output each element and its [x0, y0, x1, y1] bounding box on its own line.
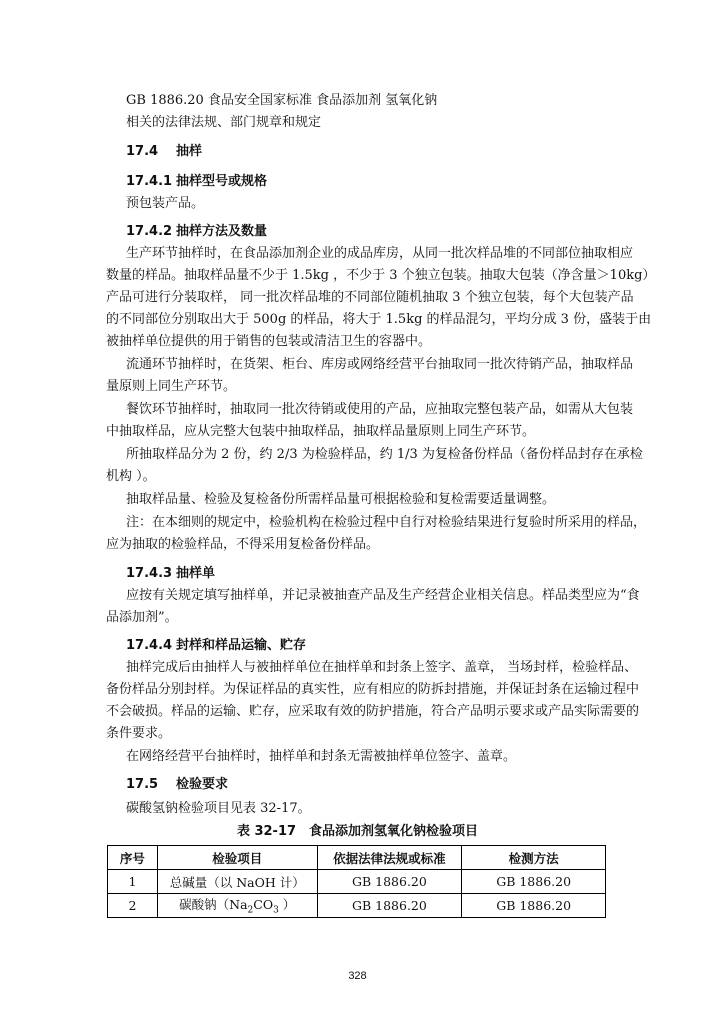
paragraph-line: 预包装产品。	[126, 196, 205, 211]
heading-title: 抽样	[176, 144, 203, 159]
paragraph-line: 所抽取样品分为 2 份，约 2/3 为检验样品，约 1/3 为复检备份样品（备份样品封存在承检	[126, 447, 643, 462]
paragraph-line: 机构 ）。	[106, 469, 156, 484]
paragraph-line: 品添加剂”。	[106, 610, 178, 625]
paragraph-line: 在网络经营平台抽样时，抽样单和封条无需被抽样单位签字、盖章。	[126, 749, 517, 764]
page-number: 328	[348, 970, 367, 982]
heading-17-4-2	[126, 223, 627, 241]
heading-17-4	[126, 143, 627, 161]
paragraph-line: 量原则上同生产环节。	[106, 379, 237, 394]
cell-text: ）	[278, 897, 296, 913]
heading-title: 检验要求	[176, 777, 229, 792]
column-header: 序号	[108, 846, 158, 870]
paragraph-line: 数量的样品。抽取样品量不少于 1.5kg ，不少于 3 个独立包装。抽取大包装（净含量＞10kg）	[106, 268, 656, 283]
column-header: 依据法律法规或标准	[317, 846, 462, 870]
paragraph-line: 备份样品分别封样。为保证样品的真实性，应有相应的防拆封措施，并保证封条在运输过程中	[106, 682, 640, 697]
heading-17-5	[126, 776, 627, 794]
table-caption: 表 32-17 食品添加剂氢氧化钠检验项目	[236, 824, 479, 839]
paragraph-line: 抽样完成后由抽样人与被抽样单位在抽样单和封条上签字、盖章， 当场封样，检验样品、	[126, 660, 638, 675]
cell-text: 碳酸钠（Na	[179, 897, 248, 913]
table-cell: GB 1886.20	[462, 870, 606, 894]
heading-title: 抽样单	[176, 566, 216, 581]
heading-number: 17.4.2	[126, 224, 173, 239]
paragraph-line: 应按有关规定填写抽样单，并记录被抽查产品及生产经营企业相关信息。样品类型应为“食	[126, 588, 640, 603]
paragraph-line: 产品可进行分装取样， 同一批次样品堆的不同部位随机抽取 3 个独立包装，每个大包装产品	[106, 290, 634, 305]
paragraph-line: 被抽样单位提供的用于销售的包装或清洁卫生的容器中。	[106, 334, 432, 349]
table-cell: GB 1886.20	[317, 894, 462, 918]
table-cell: 总碱量（以 NaOH 计）	[157, 870, 317, 894]
column-header: 检测方法	[462, 846, 606, 870]
paragraph-line: 碳酸氢钠检验项目见表 32-17。	[126, 801, 311, 816]
paragraph-line: 不会破损。样品的运输、贮存，应采取有效的防护措施，符合产品明示要求或产品实际需要的	[106, 704, 640, 719]
subscript: 2	[247, 905, 254, 916]
table-row	[108, 894, 606, 918]
table-cell	[157, 894, 317, 918]
paragraph-line: 抽取样品量、检验及复检备份所需样品量可根据检验和复检需要适量调整。	[126, 492, 556, 507]
paragraph-line: 生产环节抽样时，在食品添加剂企业的成品库房，从同一批次样品堆的不同部位抽取相应	[126, 246, 634, 261]
heading-title: 抽样方法及数量	[176, 224, 268, 239]
table-cell: 2	[108, 894, 158, 918]
table-cell: GB 1886.20	[462, 894, 606, 918]
related-regulations-line: 相关的法律法规、部门规章和规定	[126, 115, 322, 130]
note-line: 应为抽取的检验样品，不得采用复检备份样品。	[106, 537, 380, 552]
table-row	[108, 870, 606, 894]
heading-number: 17.4.1	[126, 174, 173, 189]
heading-number: 17.4	[126, 144, 159, 159]
paragraph-line: 条件要求。	[106, 726, 172, 741]
paragraph-line: 中抽取样品，应从完整大包装中抽取样品，抽取样品量原则上同生产环节。	[106, 424, 536, 439]
related-standard-line: GB 1886.20 食品安全国家标准 食品添加剂 氢氧化钠	[126, 93, 438, 108]
paragraph-line: 餐饮环节抽样时，抽取同一批次待销或使用的产品，应抽取完整包装产品，如需从大包装	[126, 402, 634, 417]
heading-number: 17.4.4	[126, 638, 173, 653]
table-header-row	[108, 846, 606, 870]
table-cell: 1	[108, 870, 158, 894]
inspection-items-table	[107, 845, 606, 918]
heading-title: 封样和样品运输、贮存	[176, 638, 307, 653]
heading-17-4-3	[126, 565, 627, 583]
table-cell: GB 1886.20	[317, 870, 462, 894]
column-header: 检验项目	[157, 846, 317, 870]
paragraph-line: 流通环节抽样时，在货架、柜台、库房或网络经营平台抽取同一批次待销产品，抽取样品	[126, 357, 634, 372]
paragraph-line: 的不同部位分别取出大于 500g 的样品，将大于 1.5kg 的样品混匀，平均分成 3 份，盛装于由	[106, 312, 652, 327]
heading-17-4-4	[126, 637, 627, 655]
heading-17-4-1	[126, 173, 627, 191]
note-line: 注：在本细则的规定中，检验机构在检验过程中自行对检验结果进行复验时所采用的样品，	[126, 515, 647, 530]
heading-number: 17.5	[126, 777, 159, 792]
subscript: 3	[273, 905, 279, 916]
heading-title: 抽样型号或规格	[176, 174, 268, 189]
cell-text: CO	[253, 897, 274, 913]
heading-number: 17.4.3	[126, 566, 173, 581]
